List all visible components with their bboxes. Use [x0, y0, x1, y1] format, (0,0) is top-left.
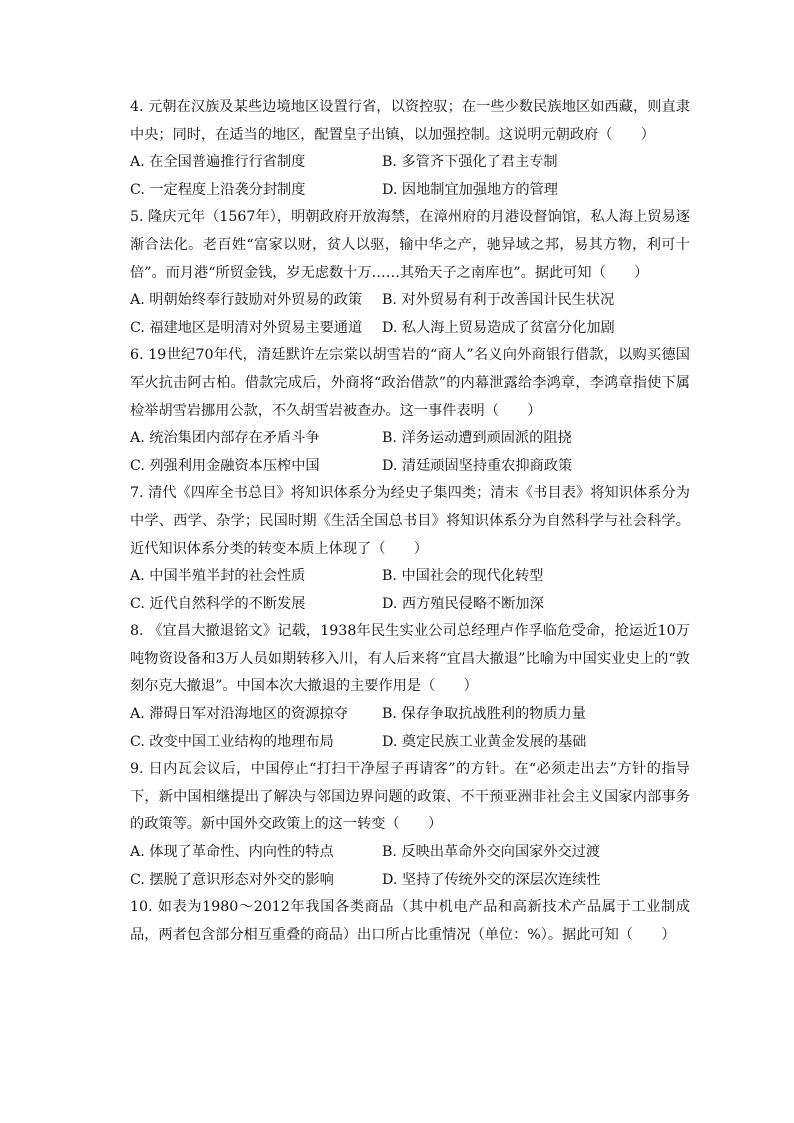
options-grid [130, 425, 690, 480]
question-9 [130, 756, 690, 894]
question-8 [130, 618, 690, 756]
exam-page [130, 94, 690, 949]
option-b: B. 中国社会的现代化转型 [382, 568, 544, 585]
option-b: B. 洋务运动遭到顽固派的阻挠 [382, 430, 572, 447]
option-c: C. 改变中国工业结构的地理布局 [130, 733, 334, 750]
options-grid [130, 839, 690, 894]
option-c: C. 近代自然科学的不断发展 [130, 595, 306, 612]
options-grid [130, 287, 690, 342]
question-stem: 5. 隆庆元年（1567年），明朝政府开放海禁，在漳州府的月港设督饷馆，私人海上贸易逐渐合法化。老百姓“富家以财，贫人以驱，输中华之产，驰异域之邦，易其方物，利可十倍”。而月港“所贸金钱，岁无虑数十万……其殆天子之南库也”。据此可知（ ） [130, 209, 690, 281]
option-d: D. 西方殖民侵略不断加深 [382, 595, 544, 612]
option-c: C. 福建地区是明清对外贸易主要通道 [130, 319, 363, 336]
option-a: A. 中国半殖半封的社会性质 [130, 568, 306, 585]
option-b: B. 对外贸易有利于改善国计民生状况 [382, 292, 615, 309]
option-b: B. 保存争取抗战胜利的物质力量 [382, 706, 586, 723]
question-stem: 4. 元朝在汉族及某些边境地区设置行省，以资控驭；在一些少数民族地区如西藏，则直隶中央；同时，在适当的地区，配置皇子出镇，以加强控制。这说明元朝政府（ ） [130, 99, 690, 143]
options-grid [130, 563, 690, 618]
option-d: D. 奠定民族工业黄金发展的基础 [382, 733, 587, 750]
option-a: A. 明朝始终奉行鼓励对外贸易的政策 [130, 292, 363, 309]
option-d: D. 坚持了传统外交的深层次连续性 [382, 871, 601, 888]
question-stem: 6. 19世纪70年代，清廷默许左宗棠以胡雪岩的“商人”名义向外商银行借款，以购买德国军火抗击阿古柏。借款完成后，外商将“政治借款”的内幕泄露给李鸿章，李鸿章指使下属检举胡雪岩挪用公款，不久胡雪岩被查办。这一事件表明（ ） [130, 347, 690, 419]
question-4 [130, 94, 690, 204]
question-5 [130, 204, 690, 342]
question-stem: 9. 日内瓦会议后，中国停止“打扫干净屋子再请客”的方针。在“必须走出去”方针的指导下，新中国相继提出了解决与邻国边界问题的政策、不干预亚洲非社会主义国家内部事务的政策等。新中国外交政策上的这一转变（ ） [130, 761, 690, 833]
option-d: D. 清廷顽固坚持重农抑商政策 [382, 457, 573, 474]
option-b: B. 反映出革命外交向国家外交过渡 [382, 844, 601, 861]
question-stem: 8. 《宜昌大撤退铭文》记载，1938年民生实业公司总经理卢作孚临危受命，抢运近10万吨物资设备和3万人员如期转移入川，有人后来将“宜昌大撤退”比喻为中国实业史上的“敦刻尔克大撤退”。中国本次大撤退的主要作用是（ ） [130, 623, 690, 695]
option-a: A. 统治集团内部存在矛盾斗争 [130, 430, 320, 447]
option-d: D. 因地制宜加强地方的管理 [382, 181, 558, 198]
options-grid [130, 149, 690, 204]
option-a: A. 在全国普遍推行行省制度 [130, 154, 306, 171]
option-c: C. 摆脱了意识形态对外交的影响 [130, 871, 334, 888]
question-10 [130, 894, 690, 949]
option-d: D. 私人海上贸易造成了贫富分化加剧 [382, 319, 615, 336]
option-a: A. 滞碍日军对沿海地区的资源掠夺 [130, 706, 348, 723]
option-b: B. 多管齐下强化了君主专制 [382, 154, 558, 171]
question-7 [130, 480, 690, 618]
question-6 [130, 342, 690, 480]
question-stem: 7. 清代《四库全书总目》将知识体系分为经史子集四类；清末《书目表》将知识体系分为中学、西学、杂学；民国时期《生活全国总书目》将知识体系分为自然科学与社会科学。近代知识体系分类的转变本质上体现了（ ） [130, 485, 690, 557]
option-c: C. 列强利用金融资本压榨中国 [130, 457, 320, 474]
option-a: A. 体现了革命性、内向性的特点 [130, 844, 334, 861]
option-c: C. 一定程度上沿袭分封制度 [130, 181, 306, 198]
options-grid [130, 701, 690, 756]
question-stem: 10. 如表为1980～2012年我国各类商品（其中机电产品和高新技术产品属于工业制成品，两者包含部分相互重叠的商品）出口所占比重情况（单位：%）。据此可知（ ） [130, 899, 690, 943]
